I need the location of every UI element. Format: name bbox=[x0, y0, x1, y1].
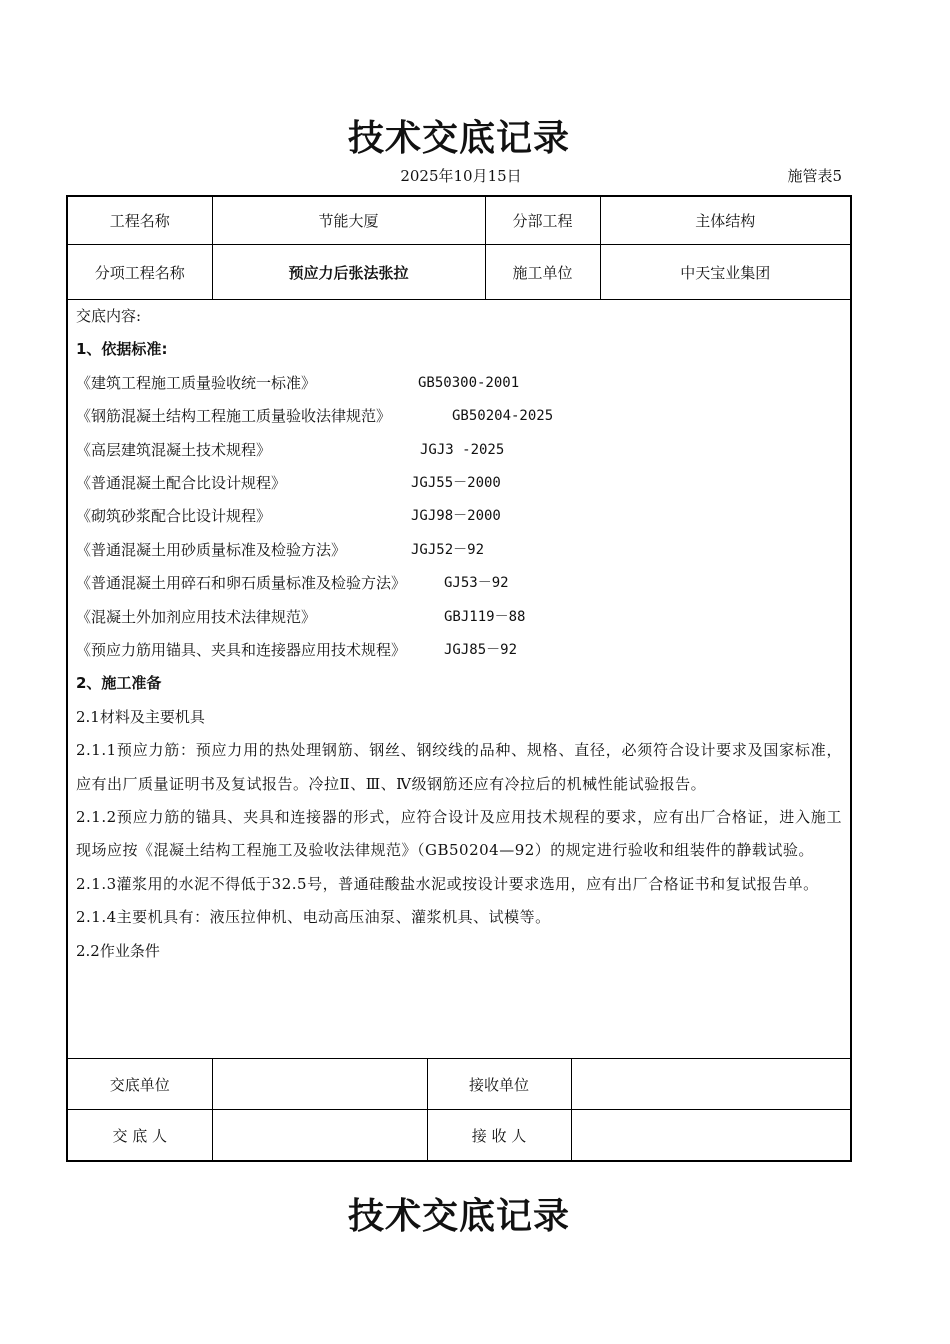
standard-name: 《建筑工程施工质量验收统一标准》 bbox=[76, 373, 317, 392]
briefing-content bbox=[68, 300, 850, 960]
standard-name: 《普通混凝土用碎石和卵石质量标准及检验方法》 bbox=[76, 574, 407, 593]
contractor-value: 中天宝业集团 bbox=[600, 245, 850, 300]
form-number: 施管表5 bbox=[787, 167, 842, 185]
standard-name: 《普通混凝土配合比设计规程》 bbox=[76, 473, 287, 492]
subsection-2-2: 2.2作业条件 bbox=[76, 941, 160, 960]
standard-code: JGJ85－92 bbox=[444, 641, 518, 658]
signoff-table bbox=[68, 1058, 850, 1160]
standard-name: 《普通混凝土用砂质量标准及检验方法》 bbox=[76, 540, 347, 559]
subsection-2-1: 2.1材料及主要机具 bbox=[76, 707, 205, 726]
standard-code: JGJ52－92 bbox=[411, 541, 485, 558]
issuer-unit-label: 交底单位 bbox=[68, 1059, 212, 1110]
document-date: 2025年10月15日 bbox=[400, 167, 522, 185]
standard-name: 《混凝土外加剂应用技术法律规范》 bbox=[76, 607, 317, 626]
standard-item bbox=[76, 500, 842, 533]
issuer-label: 交 底 人 bbox=[68, 1110, 212, 1161]
standard-item bbox=[76, 634, 842, 667]
standard-item bbox=[76, 434, 842, 467]
standard-item bbox=[76, 534, 842, 567]
standard-item bbox=[76, 567, 842, 600]
standard-code: JGJ55－2000 bbox=[411, 474, 501, 491]
page-title: 技术交底记录 bbox=[347, 118, 570, 159]
standard-code: JGJ3 -2025 bbox=[420, 441, 505, 458]
issuer-unit-field[interactable] bbox=[212, 1059, 427, 1110]
standard-item bbox=[76, 367, 842, 400]
division-value: 主体结构 bbox=[600, 197, 850, 245]
standard-item bbox=[76, 601, 842, 634]
next-page-title: 技术交底记录 bbox=[347, 1196, 570, 1237]
standard-item bbox=[76, 467, 842, 500]
section-2-heading: 2、施工准备 bbox=[76, 674, 162, 693]
subitem-value: 预应力后张法张拉 bbox=[212, 245, 485, 300]
paragraph-2-1-4: 2.1.4主要机具有：液压拉伸机、电动高压油泵、灌浆机具、试模等。 bbox=[76, 908, 551, 927]
standard-code: GB50300-2001 bbox=[418, 374, 520, 391]
standard-item bbox=[76, 400, 842, 433]
division-label: 分部工程 bbox=[485, 197, 600, 245]
standard-code: GBJ119－88 bbox=[444, 608, 526, 625]
paragraph-2-1-3: 2.1.3灌浆用的水泥不得低于32.5号，普通硅酸盐水泥或按设计要求选用，应有出厂合格证书和复试报告单。 bbox=[76, 874, 819, 893]
standard-name: 《砌筑砂浆配合比设计规程》 bbox=[76, 507, 272, 526]
standard-code: GJ53－92 bbox=[444, 575, 509, 592]
receiver-unit-field[interactable] bbox=[571, 1059, 850, 1110]
project-name-label: 工程名称 bbox=[68, 197, 212, 245]
standard-name: 《高层建筑混凝土技术规程》 bbox=[76, 440, 272, 459]
paragraph-2-1-2: 2.1.2预应力筋的锚具、夹具和连接器的形式，应符合设计及应用技术规程的要求，应有出厂合格证，进入施工现场应按《混凝土结构工程施工及验收法律规范》（GB50204—92）的规定进行验收和组装件的静载试验。 bbox=[76, 807, 842, 860]
content-intro: 交底内容: bbox=[76, 307, 142, 325]
section-1-heading: 1、依据标准: bbox=[76, 340, 168, 359]
project-name-value: 节能大厦 bbox=[212, 197, 485, 245]
subitem-label: 分项工程名称 bbox=[68, 245, 212, 300]
record-form bbox=[66, 195, 852, 1162]
receiver-unit-label: 接收单位 bbox=[427, 1059, 571, 1110]
standard-code: GB50204-2025 bbox=[452, 408, 554, 425]
standard-name: 《预应力筋用锚具、夹具和连接器应用技术规程》 bbox=[76, 640, 407, 659]
standard-name: 《钢筋混凝土结构工程施工质量验收法律规范》 bbox=[76, 407, 392, 426]
standard-code: JGJ98－2000 bbox=[411, 508, 501, 525]
project-info-table bbox=[68, 197, 850, 300]
contractor-label: 施工单位 bbox=[485, 245, 600, 300]
receiver-field[interactable] bbox=[571, 1110, 850, 1161]
issuer-field[interactable] bbox=[212, 1110, 427, 1161]
paragraph-2-1-1: 2.1.1预应力筋：预应力用的热处理钢筋、钢丝、钢绞线的品种、规格、直径，必须符合设计要求及国家标准，应有出厂质量证明书及复试报告。冷拉Ⅱ、Ⅲ、Ⅳ级钢筋还应有冷拉后的机械性能试验报告。 bbox=[76, 741, 842, 793]
receiver-label: 接 收 人 bbox=[427, 1110, 571, 1161]
